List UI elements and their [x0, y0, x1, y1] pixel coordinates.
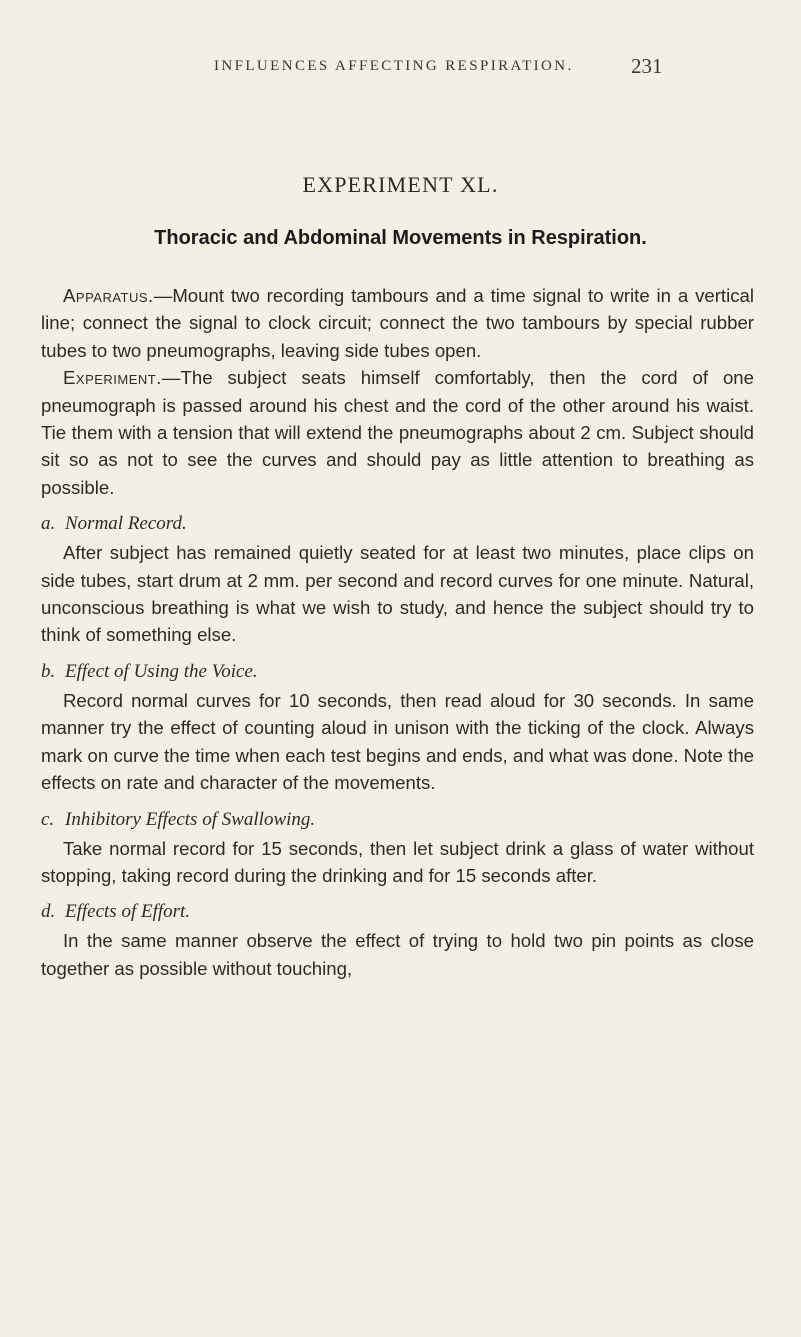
subsection-paragraph: Take normal record for 15 seconds, then let subject drink a glass of water without stopping, taking record during the drinking and for 15 seconds after.	[41, 837, 754, 886]
subsection-title: Normal Record.	[65, 513, 187, 535]
running-head-title: INFLUENCES AFFECTING RESPIRATION.	[214, 58, 574, 74]
subsection-letter: c.	[41, 808, 55, 830]
page-number: 231	[631, 54, 663, 78]
body-text	[41, 282, 754, 982]
subsection-title: Inhibitory Effects of Swallowing.	[65, 808, 316, 830]
experiment-title: EXPERIMENT XL.	[302, 172, 499, 197]
experiment-paragraph	[41, 364, 754, 501]
subsection-title: Effects of Effort.	[65, 901, 191, 923]
subsection-paragraph: Record normal curves for 10 seconds, then read aloud for 30 seconds. In same manner try the effect of counting aloud in unison with the ticking of the clock. Always mark on curve the time when each test begins and ends, and what was done. Note the effects on rate and character of the movements.	[41, 689, 754, 794]
subsection-heading	[41, 510, 754, 537]
experiment-label: Experiment.	[63, 367, 162, 389]
subsection-heading	[41, 898, 754, 925]
subsection-letter: d.	[41, 901, 56, 923]
subsection-heading	[41, 806, 754, 833]
subsection-heading	[41, 658, 754, 685]
subsection-paragraph: In the same manner observe the effect of trying to hold two pin points as close together as possible without touching,	[41, 930, 754, 979]
subsection-paragraph: After subject has remained quietly seated for at least two minutes, place clips on side tubes, start drum at 2 mm. per second and record curves for one minute. Natural, unconscious breathing is what we wish to study, and hence the subject should try to think of something else.	[41, 542, 754, 646]
section-title: Thoracic and Abdominal Movements in Respiration.	[154, 227, 647, 249]
subsection-title: Effect of Using the Voice.	[65, 660, 258, 682]
subsection-letter: a.	[41, 513, 56, 535]
experiment-text: —The subject seats himself comfortably, then the cord of one pneumograph is passed around his chest and the cord of the other around his waist. Tie them with a tension that will extend the pneumographs about 2 cm. Subject should sit so as not to see the curves and should pay as little attention to breathing as possible.	[41, 367, 754, 498]
apparatus-paragraph	[41, 282, 754, 364]
apparatus-text: —Mount two recording tambours and a time signal to write in a vertical line; connect the signal to clock circuit; connect the two tambours by special rubber tubes to two pneumographs, leaving side tubes open.	[41, 285, 754, 361]
running-head	[0, 54, 801, 84]
subsection-letter: b.	[41, 660, 56, 682]
apparatus-label: Apparatus.	[63, 285, 154, 306]
